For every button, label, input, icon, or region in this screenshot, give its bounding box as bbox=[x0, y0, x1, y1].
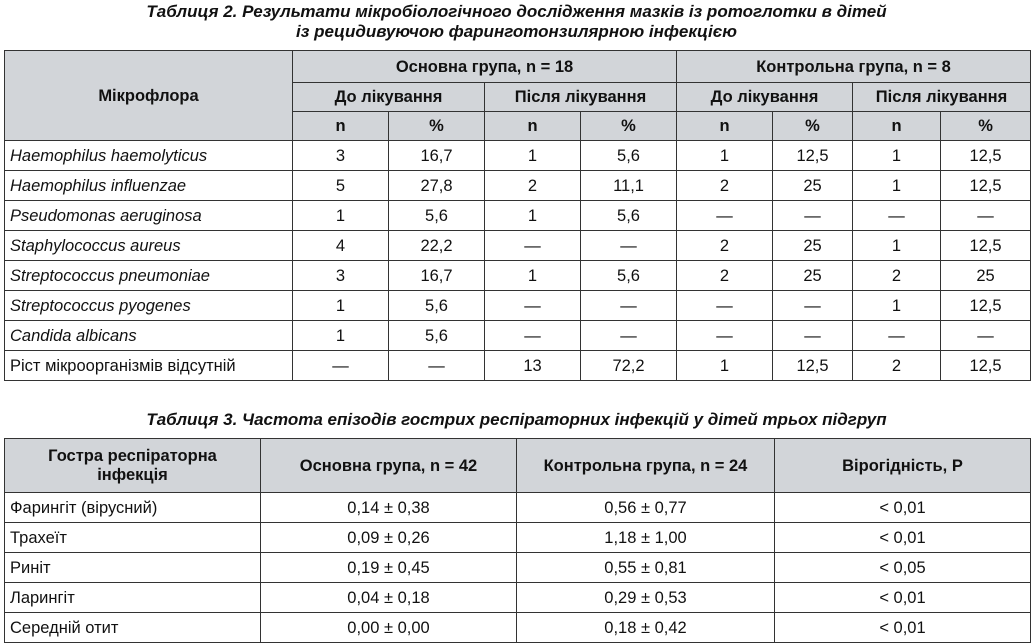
header-percent: % bbox=[389, 112, 485, 141]
control-group-value: 0,55 ± 0,81 bbox=[517, 553, 775, 583]
p-value: < 0,01 bbox=[775, 583, 1031, 613]
percent-cell: — bbox=[941, 201, 1031, 231]
count-cell: — bbox=[485, 231, 581, 261]
table2-caption bbox=[0, 2, 1033, 42]
microorganism-name: Haemophilus influenzae bbox=[5, 171, 293, 201]
percent-cell: — bbox=[389, 351, 485, 381]
header-infection bbox=[5, 439, 261, 493]
percent-cell: 72,2 bbox=[581, 351, 677, 381]
percent-cell: — bbox=[581, 231, 677, 261]
header-n: n bbox=[853, 112, 941, 141]
count-cell: 1 bbox=[853, 141, 941, 171]
percent-cell: 12,5 bbox=[941, 171, 1031, 201]
p-value: < 0,01 bbox=[775, 493, 1031, 523]
microorganism-name: Haemophilus haemolyticus bbox=[5, 141, 293, 171]
table-row bbox=[5, 553, 1031, 583]
count-cell: 1 bbox=[293, 321, 389, 351]
count-cell: 2 bbox=[853, 351, 941, 381]
percent-cell: 12,5 bbox=[773, 351, 853, 381]
count-cell: 1 bbox=[853, 171, 941, 201]
percent-cell: 25 bbox=[773, 171, 853, 201]
count-cell: — bbox=[485, 291, 581, 321]
percent-cell: 12,5 bbox=[941, 141, 1031, 171]
percent-cell: — bbox=[773, 201, 853, 231]
p-value: < 0,05 bbox=[775, 553, 1031, 583]
percent-cell: 12,5 bbox=[941, 291, 1031, 321]
table-row bbox=[5, 583, 1031, 613]
table-row bbox=[5, 321, 1031, 351]
header-main-before: До лікування bbox=[293, 83, 485, 112]
count-cell: 3 bbox=[293, 141, 389, 171]
table-row bbox=[5, 231, 1031, 261]
percent-cell: 5,6 bbox=[581, 141, 677, 171]
table-row bbox=[5, 291, 1031, 321]
respiratory-infections-table bbox=[4, 438, 1031, 643]
main-group-value: 0,00 ± 0,00 bbox=[261, 613, 517, 643]
table-row bbox=[5, 523, 1031, 553]
control-group-value: 0,56 ± 0,77 bbox=[517, 493, 775, 523]
microorganism-name: Streptococcus pyogenes bbox=[5, 291, 293, 321]
percent-cell: 5,6 bbox=[581, 201, 677, 231]
percent-cell: — bbox=[941, 321, 1031, 351]
percent-cell: 25 bbox=[941, 261, 1031, 291]
percent-cell: 16,7 bbox=[389, 141, 485, 171]
header-control-group: Контрольна група, n = 8 bbox=[677, 51, 1031, 83]
percent-cell: 22,2 bbox=[389, 231, 485, 261]
header-microflora: Мікрофлора bbox=[5, 51, 293, 141]
count-cell: — bbox=[293, 351, 389, 381]
header-control-after: Після лікування bbox=[853, 83, 1031, 112]
count-cell: 2 bbox=[677, 231, 773, 261]
header-n: n bbox=[293, 112, 389, 141]
header-percent: % bbox=[773, 112, 853, 141]
percent-cell: 25 bbox=[773, 261, 853, 291]
table-row bbox=[5, 351, 1031, 381]
percent-cell: 5,6 bbox=[389, 291, 485, 321]
count-cell: 13 bbox=[485, 351, 581, 381]
count-cell: 2 bbox=[677, 261, 773, 291]
percent-cell: 16,7 bbox=[389, 261, 485, 291]
percent-cell: 5,6 bbox=[389, 201, 485, 231]
count-cell: — bbox=[853, 321, 941, 351]
p-value: < 0,01 bbox=[775, 523, 1031, 553]
main-group-value: 0,09 ± 0,26 bbox=[261, 523, 517, 553]
control-group-value: 1,18 ± 1,00 bbox=[517, 523, 775, 553]
count-cell: 1 bbox=[853, 231, 941, 261]
table2-caption-line1: Таблиця 2. Результати мікробіологічного дослідження мазків із ротоглотки в дітей bbox=[146, 2, 887, 21]
header-control-group: Контрольна група, n = 24 bbox=[517, 439, 775, 493]
percent-cell: 12,5 bbox=[941, 351, 1031, 381]
percent-cell: 27,8 bbox=[389, 171, 485, 201]
microorganism-name: Staphylococcus aureus bbox=[5, 231, 293, 261]
microorganism-name: Ріст мікроорганізмів відсутній bbox=[5, 351, 293, 381]
header-main-group: Основна група, n = 18 bbox=[293, 51, 677, 83]
count-cell: 1 bbox=[677, 351, 773, 381]
infection-name: Риніт bbox=[5, 553, 261, 583]
percent-cell: 11,1 bbox=[581, 171, 677, 201]
table-row bbox=[5, 261, 1031, 291]
count-cell: — bbox=[677, 201, 773, 231]
table-row bbox=[5, 171, 1031, 201]
header-main-after: Після лікування bbox=[485, 83, 677, 112]
count-cell: — bbox=[677, 291, 773, 321]
infection-name: Фарингіт (вірусний) bbox=[5, 493, 261, 523]
header-infection-line2: інфекція bbox=[97, 465, 168, 484]
percent-cell: 5,6 bbox=[389, 321, 485, 351]
control-group-value: 0,29 ± 0,53 bbox=[517, 583, 775, 613]
microbiology-table bbox=[4, 50, 1031, 381]
percent-cell: 12,5 bbox=[941, 231, 1031, 261]
table-row bbox=[5, 201, 1031, 231]
count-cell: — bbox=[853, 201, 941, 231]
count-cell: 2 bbox=[485, 171, 581, 201]
percent-cell: 5,6 bbox=[581, 261, 677, 291]
percent-cell: 12,5 bbox=[773, 141, 853, 171]
main-group-value: 0,04 ± 0,18 bbox=[261, 583, 517, 613]
count-cell: — bbox=[485, 321, 581, 351]
count-cell: 1 bbox=[485, 141, 581, 171]
header-percent: % bbox=[581, 112, 677, 141]
infection-name: Трахеїт bbox=[5, 523, 261, 553]
microorganism-name: Candida albicans bbox=[5, 321, 293, 351]
infection-name: Ларингіт bbox=[5, 583, 261, 613]
count-cell: 1 bbox=[485, 201, 581, 231]
p-value: < 0,01 bbox=[775, 613, 1031, 643]
control-group-value: 0,18 ± 0,42 bbox=[517, 613, 775, 643]
header-n: n bbox=[677, 112, 773, 141]
percent-cell: 25 bbox=[773, 231, 853, 261]
header-infection-line1: Гостра респіраторна bbox=[48, 446, 217, 465]
count-cell: — bbox=[677, 321, 773, 351]
header-p-value: Вірогідність, Р bbox=[775, 439, 1031, 493]
table-row bbox=[5, 493, 1031, 523]
header-percent: % bbox=[941, 112, 1031, 141]
table3-caption: Таблиця 3. Частота епізодів гострих респіраторних інфекцій у дітей трьох підгруп bbox=[146, 410, 887, 429]
header-control-before: До лікування bbox=[677, 83, 853, 112]
count-cell: 2 bbox=[677, 171, 773, 201]
count-cell: 2 bbox=[853, 261, 941, 291]
count-cell: 3 bbox=[293, 261, 389, 291]
percent-cell: — bbox=[773, 291, 853, 321]
main-group-value: 0,14 ± 0,38 bbox=[261, 493, 517, 523]
percent-cell: — bbox=[581, 321, 677, 351]
microorganism-name: Streptococcus pneumoniae bbox=[5, 261, 293, 291]
header-main-group: Основна група, n = 42 bbox=[261, 439, 517, 493]
microorganism-name: Pseudomonas aeruginosa bbox=[5, 201, 293, 231]
infection-name: Середній отит bbox=[5, 613, 261, 643]
count-cell: 1 bbox=[293, 201, 389, 231]
count-cell: 4 bbox=[293, 231, 389, 261]
count-cell: 1 bbox=[853, 291, 941, 321]
table-row bbox=[5, 141, 1031, 171]
main-group-value: 0,19 ± 0,45 bbox=[261, 553, 517, 583]
table2-caption-line2: із рецидивуючою фаринготонзилярною інфекцією bbox=[296, 22, 737, 41]
header-n: n bbox=[485, 112, 581, 141]
count-cell: 1 bbox=[293, 291, 389, 321]
count-cell: 1 bbox=[485, 261, 581, 291]
count-cell: 5 bbox=[293, 171, 389, 201]
count-cell: 1 bbox=[677, 141, 773, 171]
table-row bbox=[5, 613, 1031, 643]
percent-cell: — bbox=[773, 321, 853, 351]
percent-cell: — bbox=[581, 291, 677, 321]
